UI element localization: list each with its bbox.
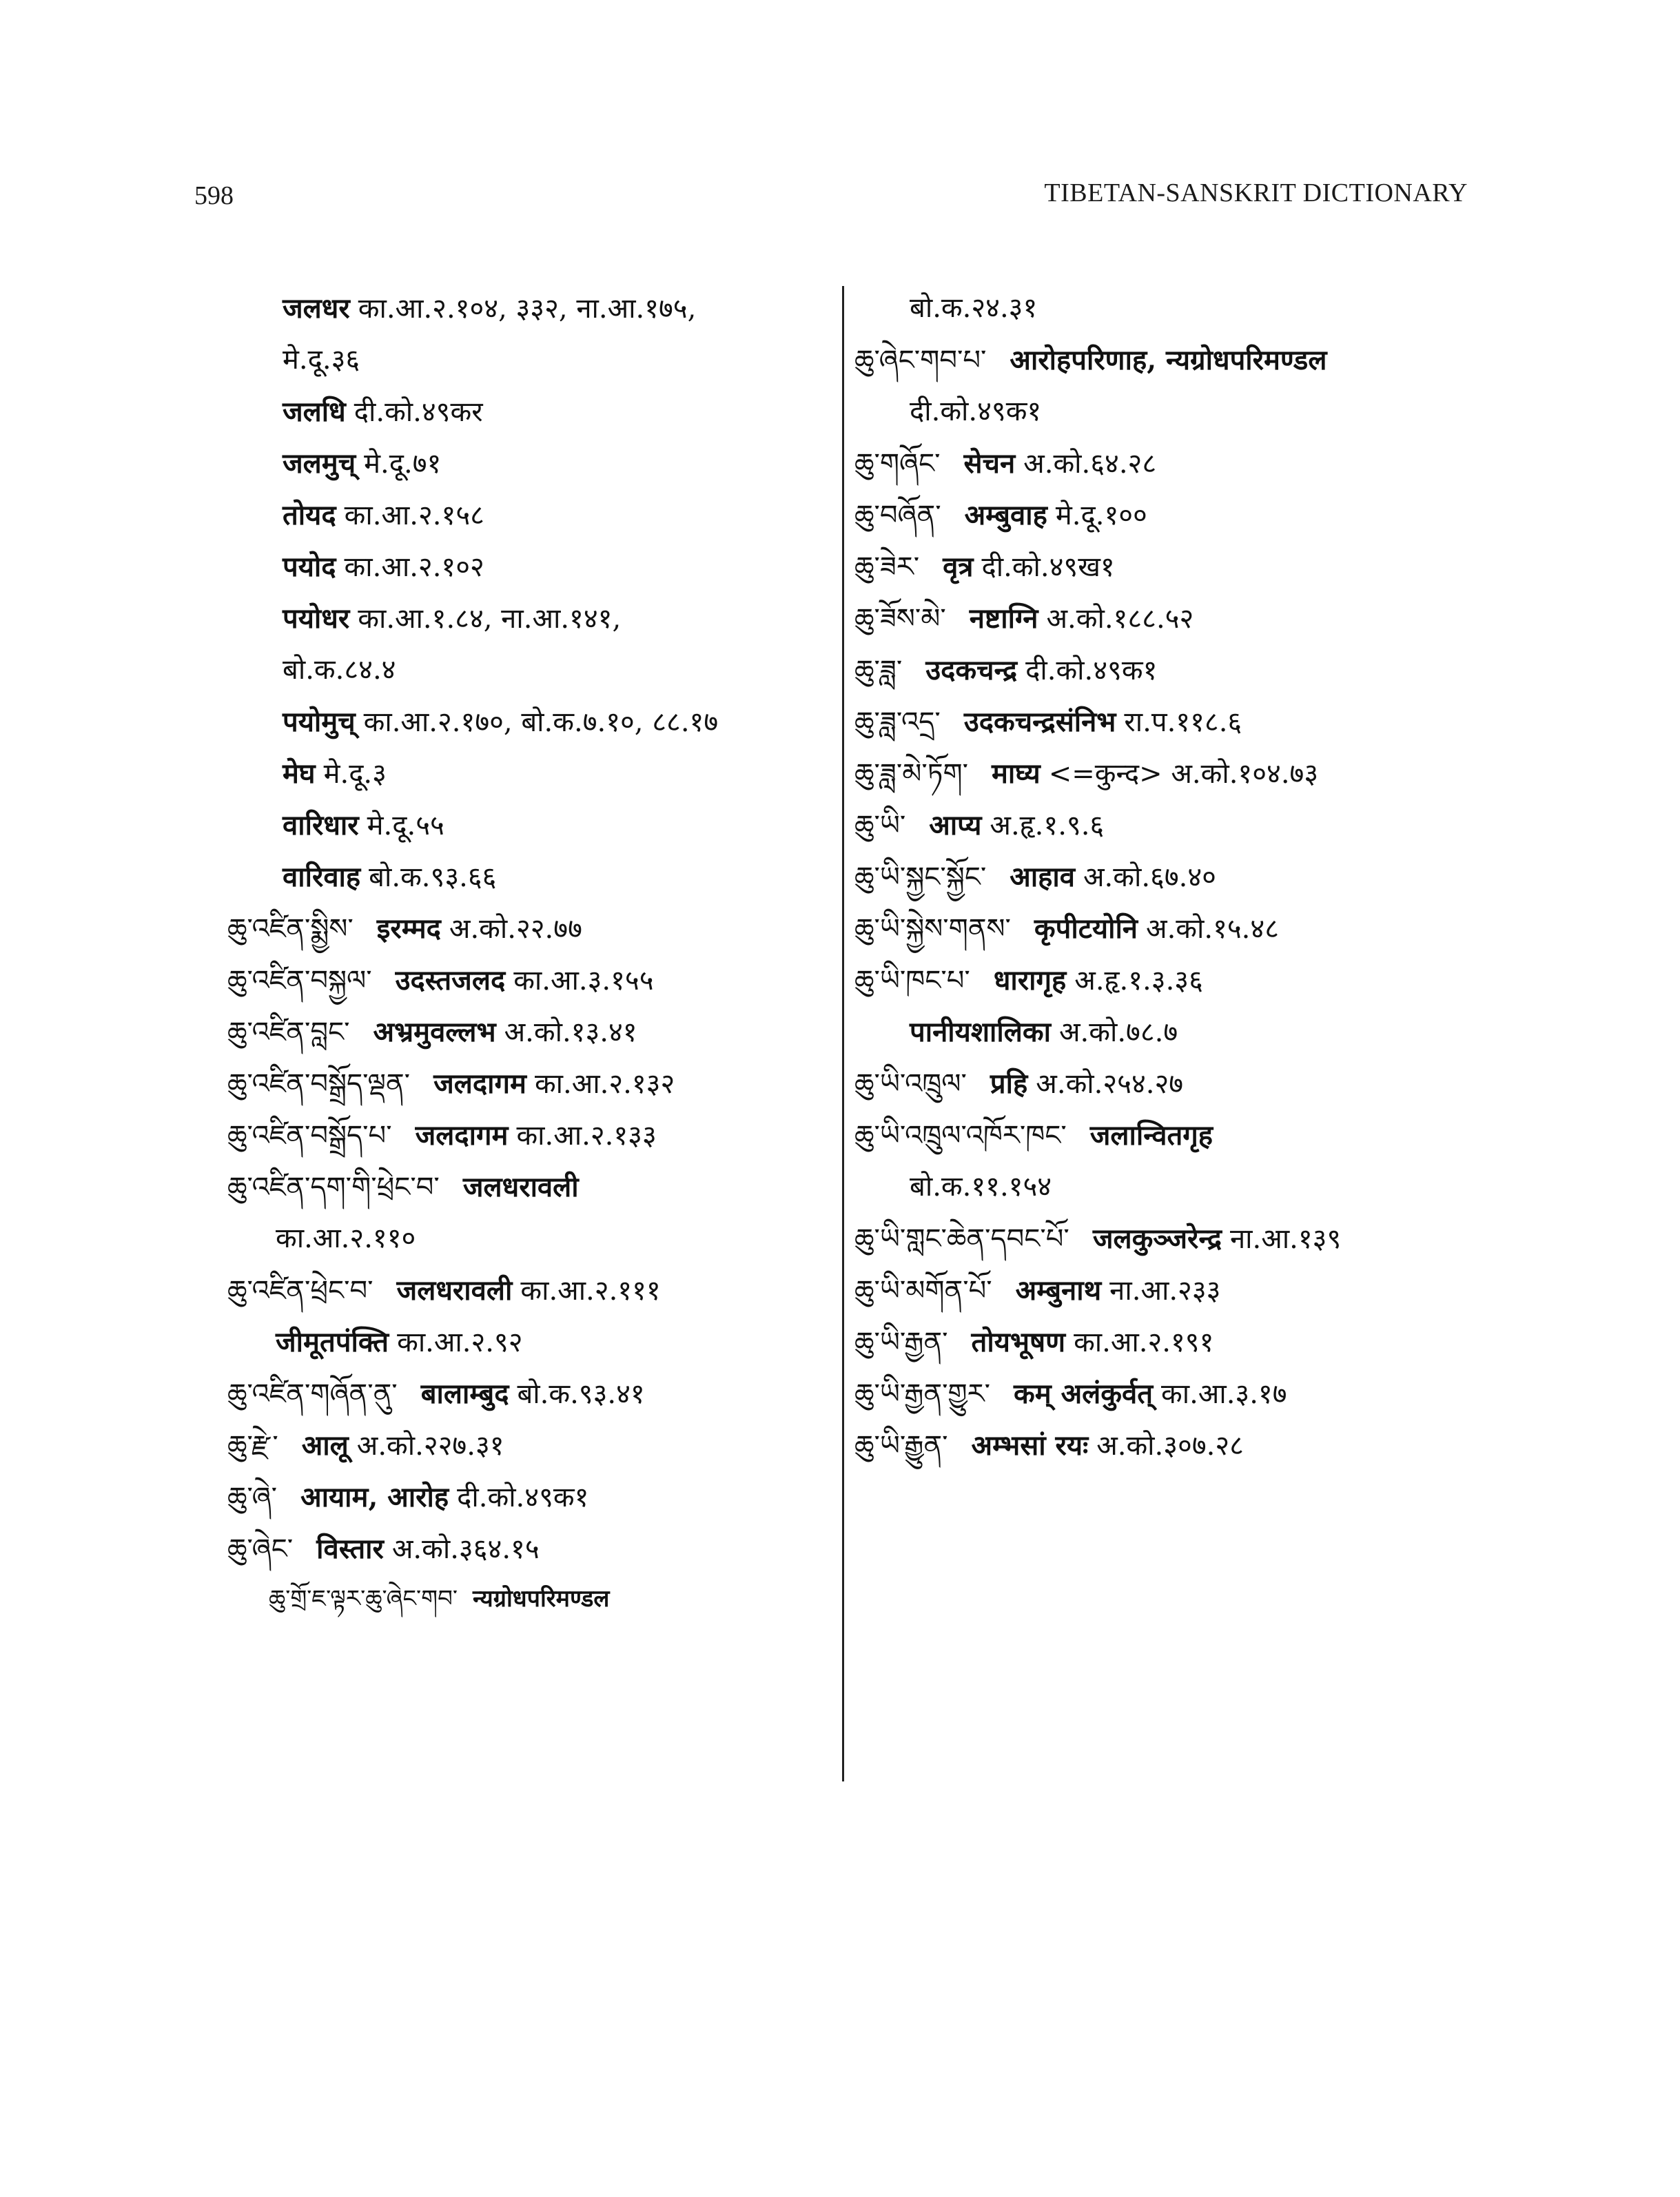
sanskrit-equivalent: कम् अलंकुर्वत्: [1014, 1378, 1154, 1410]
sanskrit-equivalent: आरोहपरिणाह, न्यग्रोधपरिमण्डल: [1010, 344, 1327, 376]
dictionary-entry: [227, 799, 827, 851]
dictionary-entry: [854, 1213, 1475, 1265]
dictionary-entry: [227, 1058, 827, 1110]
dictionary-entry: [854, 696, 1475, 748]
dictionary-entry: [227, 851, 827, 903]
sanskrit-equivalent: आहाव: [1010, 861, 1075, 893]
dictionary-entry: [227, 438, 827, 489]
dictionary-entry: [227, 1316, 827, 1368]
dictionary-entry: [227, 748, 827, 799]
dictionary-entry: [227, 903, 827, 954]
source-reference: बो.क.११.१५४: [910, 1171, 1052, 1203]
sanskrit-equivalent: जलान्वितगृह: [1089, 1119, 1213, 1152]
dictionary-entry: [227, 1471, 827, 1523]
dictionary-entry: [854, 283, 1475, 334]
sanskrit-equivalent: अभ्रमुवल्लभ: [373, 1016, 496, 1048]
tibetan-headword: ཆུ་འཛིན་བླང་: [227, 1016, 350, 1048]
sanskrit-equivalent: जलधरावली: [396, 1274, 513, 1307]
tibetan-headword: ཆུ་ཟླ་འདྲ་: [854, 706, 941, 738]
sanskrit-equivalent: वारिवाह: [283, 861, 361, 893]
sanskrit-equivalent: विस्तार: [316, 1533, 384, 1565]
source-reference: का.आ.२.१९१: [1074, 1327, 1214, 1358]
source-reference: मे.दू.५५: [367, 810, 444, 841]
source-reference: अ.को.२५४.२७: [1036, 1068, 1184, 1100]
dictionary-entry: [854, 1110, 1475, 1161]
source-reference: अ.हृ.१.९.६: [990, 810, 1105, 841]
sanskrit-equivalent: सेचन: [963, 447, 1016, 480]
source-reference: अ.को.१३.४१: [504, 1016, 637, 1048]
sanskrit-equivalent: पयोमुच्: [283, 706, 356, 738]
dictionary-entry: [854, 1420, 1475, 1471]
tibetan-headword: ཆུ་ཟེར་: [854, 551, 920, 583]
page-number: 598: [194, 181, 234, 210]
source-reference: ना.आ.१३९: [1229, 1223, 1342, 1255]
source-reference: दी.को.४९क१: [1025, 655, 1158, 686]
dictionary-entry: [854, 541, 1475, 593]
tibetan-headword: ཆུ་ཟླ་མེ་ཏོག་: [854, 758, 968, 790]
source-reference: बो.क.९३.४१: [517, 1378, 645, 1410]
sanskrit-equivalent: मेघ: [283, 757, 316, 790]
source-reference: दी.को.४९ख१: [981, 551, 1115, 583]
tibetan-headword: ཆུ་འཛིན་བསྐྱལ་: [227, 965, 372, 997]
sanskrit-equivalent: जलधि: [283, 396, 346, 428]
sanskrit-equivalent: उदस्तजलद: [395, 964, 506, 997]
source-reference: अ.को.३०७.२८: [1096, 1430, 1244, 1462]
sanskrit-equivalent: पयोद: [283, 551, 336, 583]
source-reference: बो.क.२४.३१: [910, 292, 1038, 324]
source-reference: का.आ.२.१०४, ३३२, ना.आ.१७५,: [358, 293, 697, 325]
sanskrit-equivalent: वारिधार: [283, 809, 359, 841]
dictionary-entry: [227, 1161, 827, 1213]
sanskrit-equivalent: आलू: [301, 1429, 349, 1462]
dictionary-entry: [854, 1058, 1475, 1110]
dictionary-entry: [854, 903, 1475, 954]
dictionary-entry: [227, 283, 827, 334]
tibetan-headword: ཆུ་གྲོ་ཇ་ལྟར་ཆུ་ཞེང་གབ་: [269, 1585, 458, 1613]
source-reference: अ.को.२२.७७: [449, 913, 582, 945]
sanskrit-equivalent: इरम्मद: [376, 912, 441, 945]
source-reference: का.आ.१.८४, ना.आ.१४१,: [358, 603, 622, 635]
sanskrit-equivalent: जलदागम: [433, 1067, 526, 1100]
tibetan-headword: ཆུ་འཛིན་སྨྱིས་: [227, 913, 354, 945]
dictionary-entry: [854, 1316, 1475, 1368]
dictionary-entry: [227, 644, 827, 696]
tibetan-headword: ཆུ་འཛིན་ཕྲེང་བ་: [227, 1275, 373, 1307]
tibetan-headword: ཆུ་ཟླ་: [854, 655, 903, 686]
source-reference: का.आ.२.१११: [520, 1275, 661, 1307]
tibetan-headword: ཆུ་ཡི་: [854, 810, 906, 841]
source-reference: अ.को.३६४.१५: [391, 1533, 540, 1565]
source-reference: का.आ.२.१७०, बो.क.७.१०, ८८.१७: [363, 706, 719, 738]
dictionary-entry: [227, 1368, 827, 1420]
source-reference: रा.प.११८.६: [1124, 706, 1242, 738]
tibetan-headword: ཆུ་ཡི་རྒྱུན་: [854, 1430, 948, 1462]
sanskrit-equivalent: जलधरावली: [462, 1171, 579, 1203]
tibetan-headword: ཆུ་ཟོས་མེ་: [854, 603, 946, 635]
tibetan-headword: ཆུ་ཡི་འཁྲུལ་: [854, 1068, 967, 1100]
dictionary-entry: [854, 386, 1475, 438]
source-reference: मे.दू.३: [323, 758, 387, 790]
tibetan-headword: ཆུ་ཞེ་: [227, 1482, 278, 1513]
dictionary-entry: [227, 593, 827, 644]
source-reference: का.आ.२.१३३: [516, 1120, 657, 1152]
sanskrit-equivalent: जलमुच्: [283, 447, 356, 480]
source-reference: का.आ.३.१५५: [513, 965, 654, 997]
sanskrit-equivalent: पानीयशालिका: [910, 1016, 1051, 1048]
sanskrit-equivalent: उदकचन्द्रसंनिभ: [963, 706, 1116, 738]
source-reference: मे.दू.१००: [1055, 500, 1147, 531]
source-reference: दी.को.४९कर: [354, 396, 483, 428]
tibetan-headword: ཆུ་འཛིན་དག་གི་ཕྲེང་བ་: [227, 1172, 440, 1203]
tibetan-headword: ཆུ་ཡི་རྒྱན་: [854, 1327, 948, 1358]
left-column: [227, 283, 827, 1623]
dictionary-entry: [227, 1213, 827, 1265]
tibetan-headword: ཆུ་ཡི་མགོན་པོ་: [854, 1275, 992, 1307]
dictionary-entry: [227, 1420, 827, 1471]
source-reference: अ.को.७८.७: [1058, 1016, 1178, 1048]
tibetan-headword: ཆུ་ཞེང་གབ་པ་: [854, 345, 987, 376]
sanskrit-equivalent: नष्टाग्नि: [969, 602, 1038, 635]
source-reference: अ.हृ.१.३.३६: [1074, 965, 1203, 997]
tibetan-headword: ཆུ་བཞོན་: [854, 500, 941, 531]
dictionary-entry: [854, 799, 1475, 851]
source-reference: अ.को.६४.२८: [1023, 448, 1157, 480]
sanskrit-equivalent: पयोधर: [283, 602, 350, 635]
dictionary-entry: [854, 489, 1475, 541]
tibetan-headword: ཆུ་ཡི་འཁྲུལ་འཁོར་ཁང་: [854, 1120, 1067, 1152]
source-reference: मे.दू.७१: [364, 448, 442, 480]
sanskrit-equivalent: तोयद: [283, 499, 336, 531]
sanskrit-equivalent: अम्बुवाह: [964, 499, 1047, 531]
sanskrit-equivalent: माघ्य: [992, 757, 1041, 790]
dictionary-entry: [854, 851, 1475, 903]
sanskrit-equivalent: तोयभूषण: [971, 1326, 1066, 1358]
source-reference: अ.को.६७.४०: [1083, 861, 1216, 893]
dictionary-entry: [854, 1368, 1475, 1420]
tibetan-headword: ཆུ་ཞེང་: [227, 1533, 294, 1565]
dictionary-entry: [227, 489, 827, 541]
source-reference: का.आ.३.१७: [1161, 1378, 1287, 1410]
sanskrit-equivalent: कृपीटयोनि: [1034, 912, 1138, 945]
dictionary-entry: [854, 438, 1475, 489]
sanskrit-equivalent: आयाम, आरोह: [300, 1481, 449, 1513]
source-reference: मे.दू.३६: [283, 344, 360, 376]
dictionary-entry: [854, 644, 1475, 696]
dictionary-entry: [227, 541, 827, 593]
tibetan-headword: ཆུ་གཞོང་: [854, 448, 941, 480]
source-reference: का.आ.२.९२: [397, 1327, 523, 1358]
tibetan-headword: ཆུ་འཛིན་གཞོན་ནུ་: [227, 1378, 398, 1410]
sanskrit-equivalent: उदकचन्द्र: [925, 654, 1018, 686]
source-reference: <=कुन्द> अ.को.१०४.७३: [1048, 758, 1319, 790]
source-reference: दी.को.४९क१: [457, 1482, 589, 1513]
source-reference: बो.क.९३.६६: [369, 861, 497, 893]
source-reference: का.आ.२.१३२: [534, 1068, 675, 1100]
sanskrit-equivalent: बालाम्बुद: [420, 1378, 509, 1410]
sanskrit-equivalent: अम्बुनाथ: [1015, 1274, 1102, 1307]
tibetan-headword: ཆུ་ཡི་གླང་ཆེན་དབང་པོ་: [854, 1223, 1069, 1255]
dictionary-entry: [227, 1110, 827, 1161]
sanskrit-equivalent: वृत्र: [943, 551, 974, 583]
tibetan-headword: ཆུ་འཛིན་བསྒྲོད་པ་: [227, 1120, 392, 1152]
source-reference: का.आ.२.१०२: [344, 551, 484, 583]
source-reference: का.आ.२.१५८: [344, 500, 484, 531]
sanskrit-equivalent: जलकुञ्जरेन्द्र: [1092, 1223, 1222, 1255]
dictionary-entry: [854, 954, 1475, 1006]
dictionary-entry: [227, 1575, 827, 1623]
right-column: [854, 283, 1475, 1471]
tibetan-headword: ཆུ་ཡི་ཁང་པ་: [854, 965, 970, 997]
sanskrit-equivalent: जलधर: [283, 292, 350, 325]
sanskrit-equivalent: अम्भसां रयः: [971, 1429, 1089, 1462]
dictionary-entry: [854, 1265, 1475, 1316]
tibetan-headword: ཆུ་ཡི་རྒྱན་གྱུར་: [854, 1378, 990, 1410]
column-divider: [842, 286, 844, 1781]
dictionary-entry: [227, 954, 827, 1006]
sanskrit-equivalent: आप्य: [929, 809, 982, 841]
dictionary-entry: [227, 334, 827, 386]
source-reference: अ.को.१८८.५२: [1046, 603, 1194, 635]
dictionary-entry: [227, 696, 827, 748]
source-reference: बो.क.८४.४: [283, 654, 396, 686]
sanskrit-equivalent: प्रहि: [990, 1067, 1028, 1100]
dictionary-entry: [227, 1006, 827, 1058]
tibetan-headword: ཆུ་ཡི་སྐྱང་སྐྱོང་: [854, 861, 987, 893]
source-reference: दी.को.४९क१: [910, 396, 1042, 427]
tibetan-headword: ཆུ་རྫེ་: [227, 1430, 278, 1462]
dictionary-entry: [854, 748, 1475, 799]
dictionary-entry: [854, 334, 1475, 386]
source-reference: का.आ.२.११०: [276, 1223, 416, 1254]
sanskrit-equivalent: धारागृह: [993, 964, 1067, 997]
source-reference: अ.को.१५.४८: [1146, 913, 1280, 945]
dictionary-entry: [227, 386, 827, 438]
sanskrit-equivalent: न्यग्रोधपरिमण्डल: [473, 1585, 610, 1613]
sanskrit-equivalent: जलदागम: [415, 1119, 509, 1152]
sanskrit-equivalent: जीमूतपंक्ति: [276, 1326, 389, 1358]
tibetan-headword: ཆུ་ཡི་སྐྱེས་གནས་: [854, 913, 1011, 945]
dictionary-entry: [854, 593, 1475, 644]
dictionary-entry: [227, 1523, 827, 1575]
dictionary-entry: [854, 1161, 1475, 1213]
source-reference: अ.को.२२७.३१: [356, 1430, 504, 1462]
dictionary-entry: [854, 1006, 1475, 1058]
source-reference: ना.आ.२३३: [1109, 1275, 1221, 1307]
dictionary-entry: [227, 1265, 827, 1316]
running-title: TIBETAN-SANSKRIT DICTIONARY: [1044, 178, 1468, 207]
tibetan-headword: ཆུ་འཛིན་བསྒྲོད་ལྡན་: [227, 1068, 411, 1100]
